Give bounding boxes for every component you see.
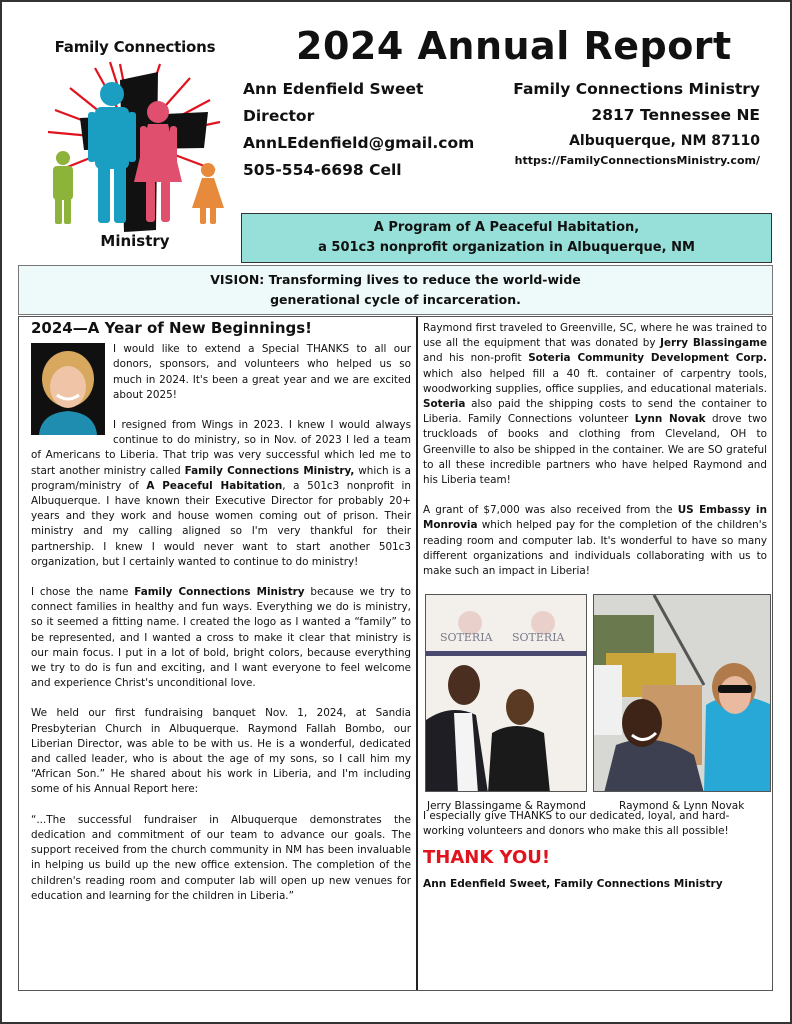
director-contact — [243, 78, 474, 186]
column-divider — [416, 317, 418, 990]
vision-text-2: generational cycle of incarceration. — [270, 292, 521, 307]
quote-paragraph: “...The successful fundraiser in Albuquerque demonstrates the dedication and commitment of our team to advance our goals. The support received from the church community in NM has been invaluable in helping us build up the new office extension. The completion of the children's reading room and computer lab will open up new venues for education and learning for the children in Liberia.” — [31, 813, 411, 902]
photo-gallery — [423, 594, 767, 813]
organization-street: 2817 Tennessee NE — [591, 106, 760, 124]
soteria-banner-text-1: SOTERIA — [440, 631, 493, 645]
vision-label: VISION — [210, 272, 260, 287]
photo-caption-1: Jerry Blassingame & Raymond — [427, 800, 586, 813]
boy-figure-icon — [53, 151, 73, 224]
logo-text-bottom: Ministry — [100, 232, 170, 250]
content-columns — [18, 316, 773, 991]
soteria-banner-text-2: SOTERIA — [512, 631, 565, 645]
photo-jerry-and-raymond — [425, 594, 587, 792]
history-paragraph: I resigned from Wings in 2023. I knew I would always continue to do ministry, so in Nov. of 2023 I led a team of Americans to Liberia. That trip was very successful which led me to start another ministry called Family Connections Ministry, which is a program/ministry of A Peaceful Habitation, a 501c3 nonprofit in Albuquerque. I have known their Executive Director for probably 20+ years and they work and house women coming out of prison. Their ministry and my calling aligned so I'm very thankful for their partnership. I knew I would never want to start another 501c3 organization, but I certainly wanted to continue to do ministry! — [31, 419, 411, 568]
logo-text-top: Family Connections — [54, 38, 216, 56]
greenville-paragraph: Raymond first traveled to Greenville, SC, where he was trained to use all the equipment that was donated by Jerry Blassingame and his non-profit Soteria Community Development Corp. which also helped fill a 40 ft. container of carpentry tools, woodworking supplies, office supplies, and educational materials. Soteria also paid the shipping costs to send the container to Liberia. Family Connections volunteer Lynn Novak drove two truckloads of books and clothing from Cleveland, OH to Greenville to also be shipped in the container. We are SO grateful to all these incredible partners who have helped Raymond and his Liberia team! — [423, 322, 767, 487]
grant-paragraph: A grant of $7,000 was also received from the US Embassy in Monrovia which helped pay for the completion of the children's reading room and computer lab. It's wonderful to have so many different organizations and individuals collaborating with us to make such an impact in Liberia! — [423, 504, 767, 578]
program-line-2: a 501c3 nonprofit organization in Albuquerque, NM — [318, 240, 695, 255]
vision-banner — [18, 265, 773, 315]
intro-paragraph: I would like to extend a Special THANKS to all our donors, sponsors, and volunteers who helped us so much in 2024. It's been a great year and we are excited about 2025! — [113, 343, 411, 401]
left-column — [31, 321, 411, 919]
girl-figure-icon — [192, 163, 224, 224]
organization-website-link[interactable]: https://FamilyConnectionsMinistry.com/ — [514, 154, 760, 167]
photo-image-1 — [426, 595, 587, 792]
director-phone: 505-554-6698 Cell — [243, 161, 402, 179]
banquet-paragraph: We held our first fundraising banquet Nov. 1, 2024, at Sandia Presbyterian Church in Albuquerque. Raymond Fallah Bombo, our Liberian Director, was able to be with us. He is a wonderful, dedicated and called leader, who is about the age of my sons, so I call him my “African Son.” He shared about his work in Liberia, and I'm including some of his Annual Report here: — [31, 707, 411, 796]
section-heading: 2024—A Year of New Beginnings! — [31, 319, 313, 337]
thanks-paragraph: I especially give THANKS to our dedicated, loyal, and hard-working volunteers and donors who make this all possible! — [423, 810, 730, 838]
director-role: Director — [243, 107, 315, 125]
family-cross-logo-graphic — [40, 60, 230, 235]
program-line-1: A Program of A Peaceful Habitation, — [373, 220, 640, 235]
director-email[interactable]: AnnLEdenfield@gmail.com — [243, 134, 475, 152]
report-title: 2024 Annual Report — [296, 24, 732, 68]
thank-you-heading: THANK YOU! — [423, 846, 551, 868]
organization-address — [513, 78, 760, 170]
director-name: Ann Edenfield Sweet — [243, 80, 424, 98]
vision-text-1: : Transforming lives to reduce the world-wide — [259, 272, 581, 287]
right-column — [423, 321, 767, 892]
signature: Ann Edenfield Sweet, Family Connections Ministry — [423, 877, 723, 890]
photo-raymond-and-lynn — [593, 594, 771, 792]
name-paragraph: I chose the name Family Connections Ministry because we try to connect families in healthy and fun ways. Everything we do is ministry, so it seemed a fitting name. I created the logo as I wanted a “family” to be represented, and I wanted a cross to make it clear that ministry is our main focus. I put in a lot of bold, bright colors, because everything we try to do is fun and exciting, and I want everyone to feel welcome and experience Christ's unconditional love. — [31, 586, 411, 690]
ministry-logo — [40, 36, 230, 256]
organization-city: Albuquerque, NM 87110 — [569, 133, 760, 149]
director-portrait-photo — [31, 343, 105, 435]
organization-name: Family Connections Ministry — [513, 80, 760, 98]
portrait-image — [31, 343, 105, 435]
photo-image-2 — [594, 595, 771, 792]
program-banner — [241, 213, 772, 263]
photo-caption-2: Raymond & Lynn Novak — [619, 800, 745, 813]
